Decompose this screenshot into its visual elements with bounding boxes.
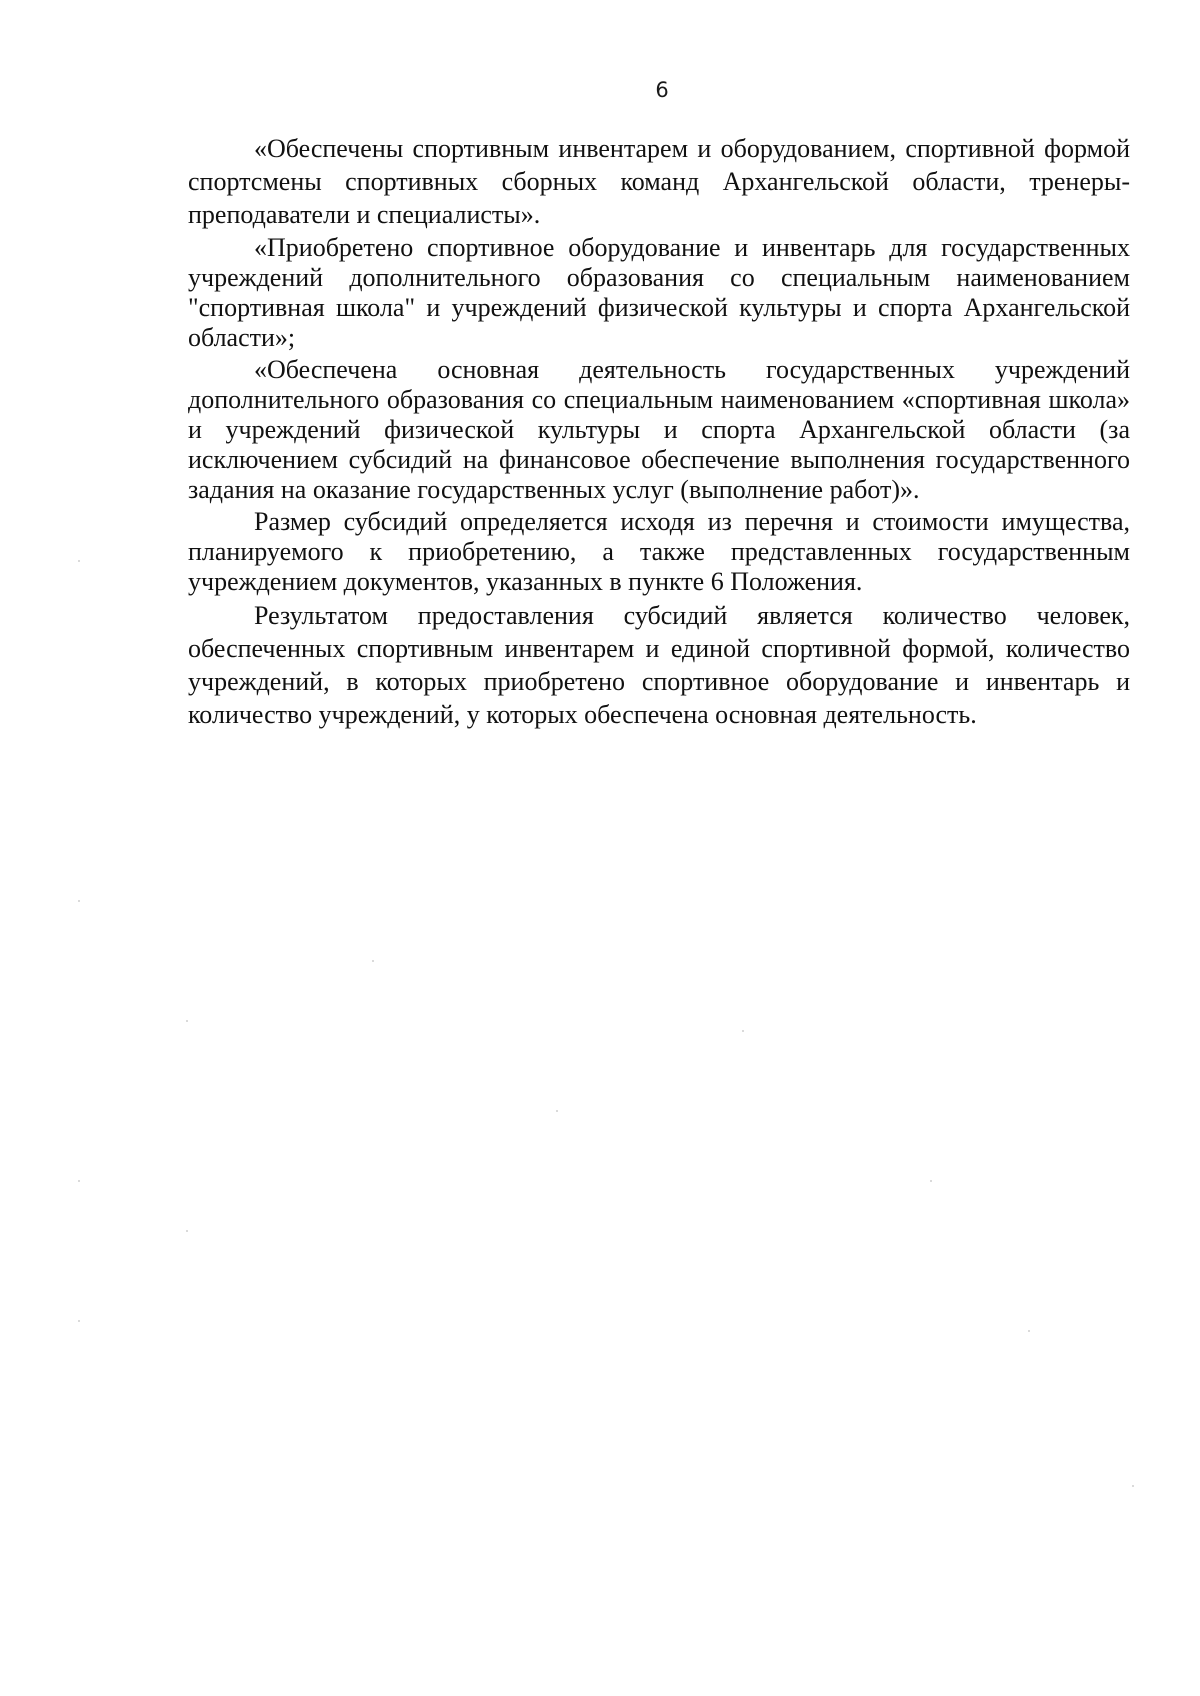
paragraph-3: «Обеспечена основная деятельность государственных учреждений дополнительного образования со специальным наименованием «спортивная школа» и учреждений физической культуры и спорта Архангельской области (за исключением субсидий на финансовое обеспечение выполнения государственного задания на оказание государственных услуг (выполнение работ)». [188,355,1130,504]
paragraph-2: «Приобретено спортивное оборудование и инвентарь для государственных учреждений дополнительного образования со специальным наименованием "спортивная школа" и учреждений физической культуры и спорта Архангельской области»; [188,233,1130,352]
paragraph-1: «Обеспечены спортивным инвентарем и оборудованием, спортивной формой спортсмены спортивных сборных команд Архангельской области, тренеры-преподаватели и специалисты». [188,134,1130,229]
paragraph-4: Размер субсидий определяется исходя из перечня и стоимости имущества, планируемого к приобретению, а также представленных государственным учреждением документов, указанных в пункте 6 Положения. [188,507,1130,596]
paragraph-5: Результатом предоставления субсидий является количество человек, обеспеченных спортивным инвентарем и единой спортивной формой, количество учреждений, в которых приобретено спортивное оборудование и инвентарь и количество учреждений, у которых обеспечена основная деятельность. [188,601,1130,729]
document-body [188,132,1130,731]
page-number: 6 [655,78,669,102]
